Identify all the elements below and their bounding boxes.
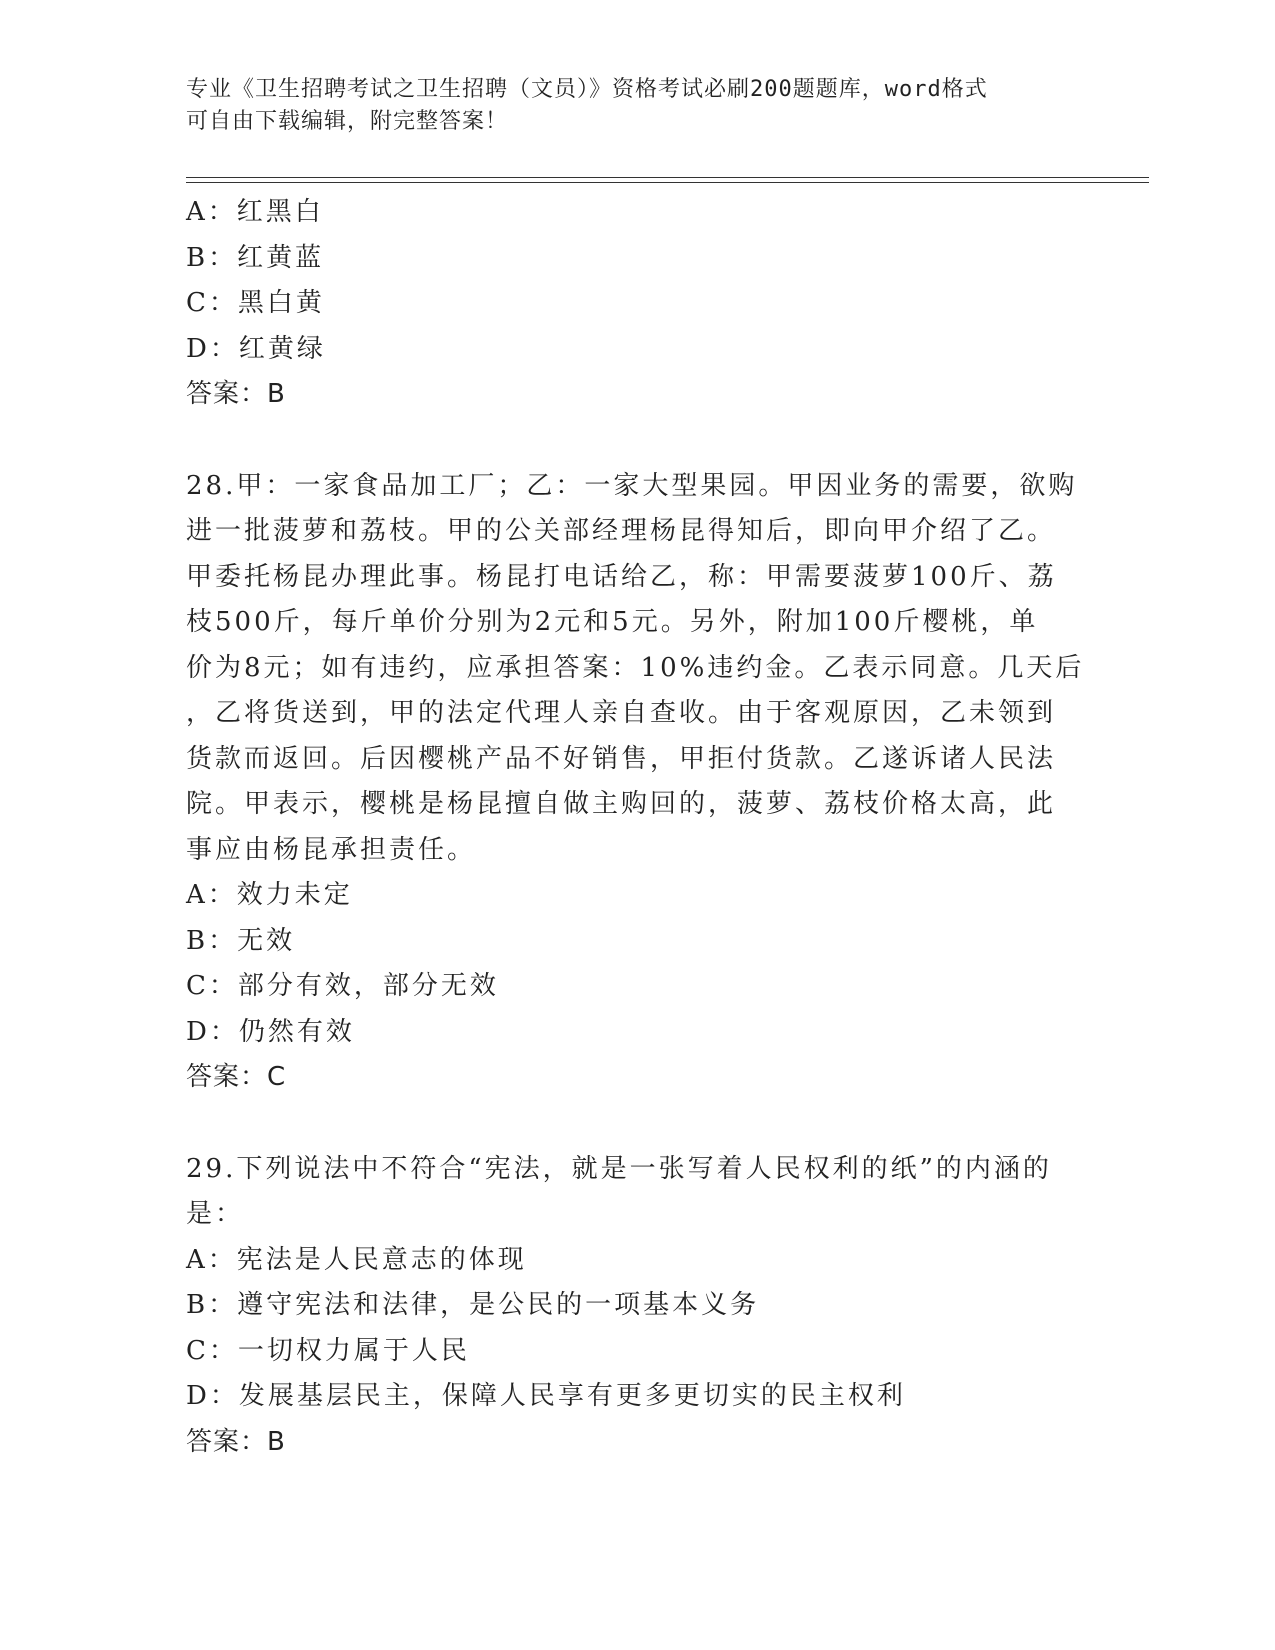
question-stem-line: 是： xyxy=(186,1199,245,1229)
spacer xyxy=(186,418,1086,464)
question-stem-line: ，乙将货送到，甲的法定代理人亲自查收。由于客观原因，乙未领到 xyxy=(186,698,1057,728)
question-stem-line: 事应由杨昆承担责任。 xyxy=(186,834,477,865)
option-c: C：黑白黄 xyxy=(186,288,325,318)
header-line-2: 可自由下载编辑，附完整答案！ xyxy=(186,109,509,134)
option-a: A：宪法是人民意志的体现 xyxy=(186,1244,527,1275)
option-a: A：红黑白 xyxy=(186,197,324,227)
document-header xyxy=(186,74,1086,138)
option-b: B：无效 xyxy=(186,925,296,956)
question-stem-line: 枝500斤，每斤单价分别为2元和5元。另外，附加100斤樱桃，单 xyxy=(186,607,1039,637)
option-b: B：遵守宪法和法律，是公民的一项基本义务 xyxy=(186,1290,760,1320)
question-stem-line: 价为8元；如有违约，应承担答案：10%违约金。乙表示同意。几天后 xyxy=(186,652,1085,683)
option-c: C：部分有效，部分无效 xyxy=(186,971,499,1001)
spacer xyxy=(186,1101,1086,1147)
option-d: D：红黄绿 xyxy=(186,333,326,364)
header-rule-top xyxy=(186,177,1149,178)
question-29 xyxy=(186,1147,1086,1466)
question-stem-line: 甲委托杨昆办理此事。杨昆打电话给乙，称：甲需要菠萝100斤、荔 xyxy=(186,561,1057,592)
question-stem-line: 29.下列说法中不符合“宪法，就是一张写着人民权利的纸”的内涵的 xyxy=(186,1153,1052,1184)
question-stem-line: 28.甲：一家食品加工厂；乙：一家大型果园。甲因业务的需要，欲购 xyxy=(186,470,1078,501)
option-d: D：发展基层民主，保障人民享有更多更切实的民主权利 xyxy=(186,1381,906,1411)
question-stem-line: 进一批菠萝和荔枝。甲的公关部经理杨昆得知后，即向甲介绍了乙。 xyxy=(186,516,1057,546)
header-line-1: 专业《卫生招聘考试之卫生招聘（文员）》资格考试必刷200题题库，word格式 xyxy=(186,77,988,102)
answer: 答案：C xyxy=(186,1062,287,1092)
answer: 答案：B xyxy=(186,1426,286,1457)
option-b: B：红黄蓝 xyxy=(186,242,325,273)
question-28 xyxy=(186,464,1086,1101)
answer: 答案：B xyxy=(186,379,286,409)
header-rule-bottom xyxy=(186,182,1149,183)
question-27 xyxy=(186,190,1086,418)
question-stem-line: 货款而返回。后因樱桃产品不好销售，甲拒付货款。乙遂诉诸人民法 xyxy=(186,743,1057,774)
option-c: C：一切权力属于人民 xyxy=(186,1335,470,1366)
option-a: A：效力未定 xyxy=(186,880,353,910)
question-stem-line: 院。甲表示，樱桃是杨昆擅自做主购回的，菠萝、荔枝价格太高，此 xyxy=(186,789,1057,819)
document-body xyxy=(186,190,1086,1465)
option-d: D：仍然有效 xyxy=(186,1016,355,1047)
